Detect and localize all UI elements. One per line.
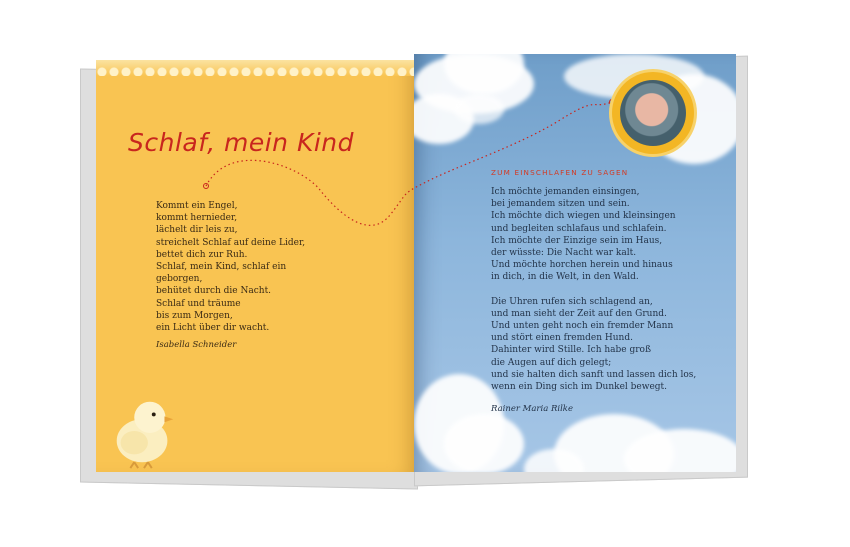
- poem-line: in dich, in die Welt, in den Wald.: [491, 272, 639, 283]
- poem-line: Die Uhren rufen sich schlagend an,: [491, 296, 653, 307]
- poem-line: Und unten geht noch ein fremder Mann: [491, 321, 674, 332]
- poem-line: behütet durch die Nacht.: [156, 286, 272, 297]
- poem-right-text: [491, 186, 697, 393]
- poem-line: Dahinter wird Stille. Ich habe groß: [491, 345, 651, 356]
- baby-photo: [620, 80, 686, 146]
- poem-line: der wüsste: Die Nacht war kalt.: [491, 248, 637, 259]
- poem-line: die Augen auf dich gelegt;: [491, 357, 612, 368]
- poem-line: Ich möchte dich wiegen und kleinsingen: [491, 211, 676, 222]
- poem-line: ein Licht über dir wacht.: [156, 323, 270, 334]
- poem-line: kommt hernieder,: [156, 213, 238, 224]
- poem-line: und sie halten dich sanft und lassen dich los,: [491, 369, 697, 380]
- poem-line: lächelt dir leis zu,: [156, 225, 238, 236]
- poem-line: bettet dich zur Ruh.: [156, 249, 248, 260]
- poem-line: bis zum Morgen,: [156, 310, 233, 321]
- poem-line: Kommt ein Engel,: [156, 201, 238, 211]
- chick-icon: [105, 392, 183, 470]
- author-right: Rainer Maria Rilke: [491, 404, 573, 414]
- poem-line: Schlaf, mein Kind, schlaf ein: [156, 262, 287, 273]
- poem-left-text: [156, 200, 306, 334]
- poem-title: Schlaf, mein Kind: [128, 128, 355, 157]
- poem-line: und begleiten schlafaus und schlafein.: [491, 223, 667, 234]
- poem-line: und stört einen fremden Hund.: [491, 333, 633, 344]
- poem-line: Schlaf und träume: [156, 298, 241, 309]
- poem-heading-right: ZUM EINSCHLAFEN ZU SAGEN: [491, 168, 629, 177]
- poem-line: streichelt Schlaf auf deine Lider,: [156, 237, 306, 248]
- poem-line: geborgen,: [156, 274, 203, 285]
- author-left: Isabella Schneider: [156, 340, 237, 350]
- poem-line: und man sieht der Zeit auf den Grund.: [491, 308, 667, 319]
- poem-line: Ich möchte der Einzige sein im Haus,: [491, 235, 663, 246]
- poem-line: bei jemandem sitzen und sein.: [491, 199, 630, 210]
- poem-line: Und möchte horchen herein und hinaus: [491, 260, 673, 271]
- baby-photo-frame: [612, 72, 694, 154]
- poem-line: Ich möchte jemanden einsingen,: [491, 187, 640, 197]
- poem-line: wenn ein Ding sich im Dunkel bewegt.: [491, 382, 668, 393]
